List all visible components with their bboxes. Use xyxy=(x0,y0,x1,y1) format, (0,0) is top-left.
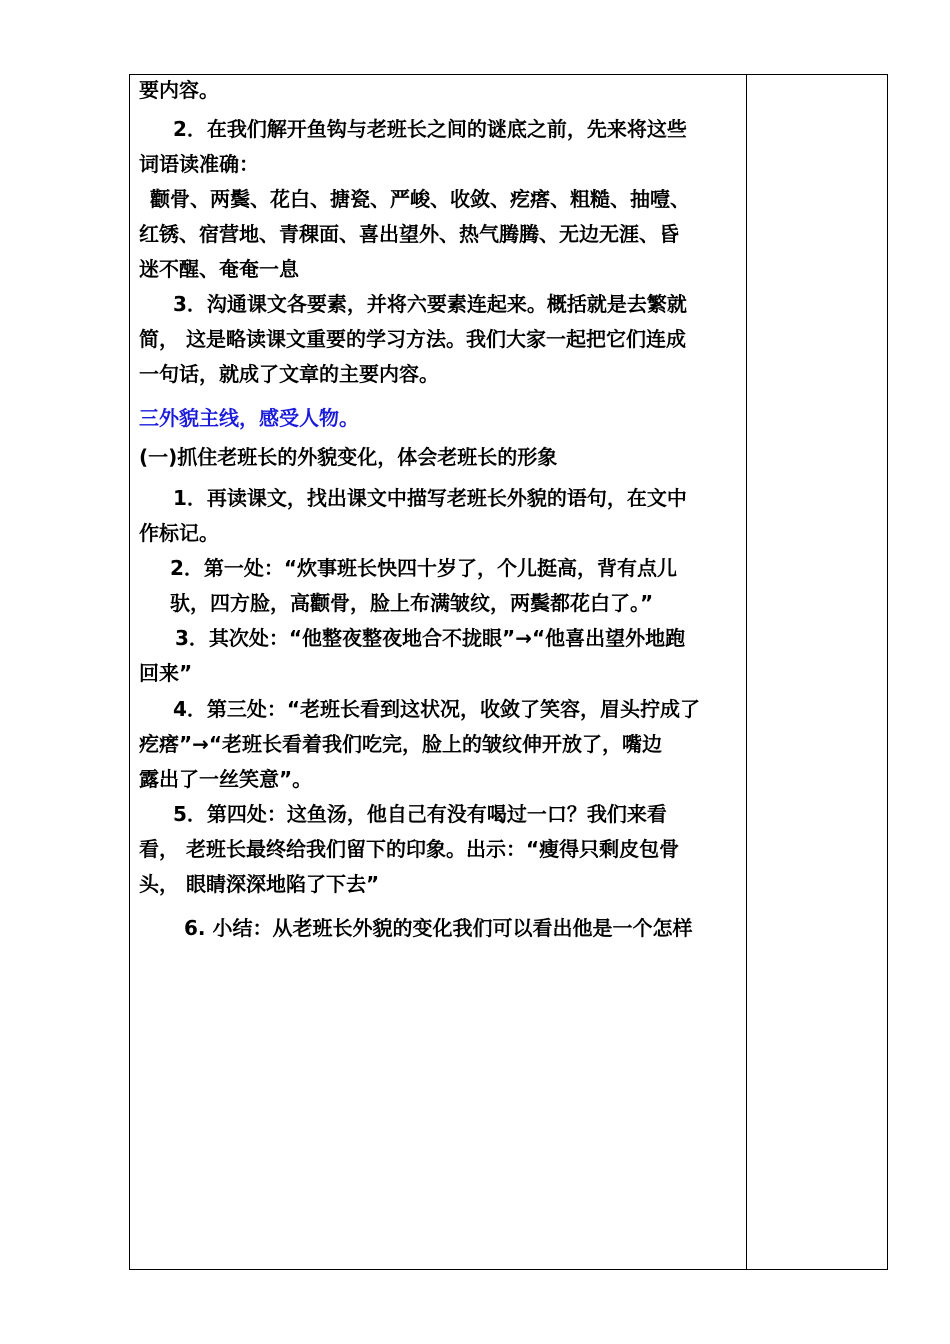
lesson-plan-table xyxy=(129,74,888,1270)
text-line: 6. 小结：从老班长外貌的变化我们可以看出他是一个怎样 xyxy=(184,916,693,940)
text-line: 词语读准确： xyxy=(139,152,259,176)
text-line: 迷不醒、奄奄一息 xyxy=(139,257,299,281)
section-heading: 三外貌主线，感受人物。 xyxy=(139,406,359,430)
text-line: 4．第三处：“老班长看到这状况，收敛了笑容，眉头拧成了 xyxy=(173,697,701,721)
text-line: 简， 这是略读课文重要的学习方法。我们大家一起把它们连成 xyxy=(139,327,686,351)
subsection-heading: (一)抓住老班长的外貌变化，体会老班长的形象 xyxy=(139,445,558,469)
text-line: 露出了一丝笑意”。 xyxy=(139,767,313,791)
text-line: 一句话，就成了文章的主要内容。 xyxy=(139,362,439,386)
text-line: 疙瘩”→“老班长看着我们吃完，脸上的皱纹伸开放了，嘴边 xyxy=(139,732,663,756)
text-line: 3．沟通课文各要素，并将六要素连起来。概括就是去繁就 xyxy=(173,292,687,316)
text-line: 驮，四方脸，高颧骨，脸上布满皱纹，两鬓都花白了。” xyxy=(170,591,654,615)
text-line: 颧骨、两鬓、花白、搪瓷、严峻、收敛、疙瘩、粗糙、抽噎、 xyxy=(150,187,690,211)
text-line: 5．第四处：这鱼汤，他自己有没有喝过一口？我们来看 xyxy=(173,802,667,826)
text-line: 2．在我们解开鱼钩与老班长之间的谜底之前，先来将这些 xyxy=(173,117,687,141)
text-line: 2．第一处：“炊事班长快四十岁了，个儿挺高，背有点儿 xyxy=(170,556,678,580)
column-divider xyxy=(746,75,747,1269)
text-line: 要内容。 xyxy=(139,78,219,102)
text-line: 3．其次处：“他整夜整夜地合不拢眼”→“他喜出望外地跑 xyxy=(175,626,686,650)
text-line: 红锈、宿营地、青稞面、喜出望外、热气腾腾、无边无涯、昏 xyxy=(139,222,679,246)
text-line: 看， 老班长最终给我们留下的印象。出示：“瘦得只剩皮包骨 xyxy=(139,837,680,861)
text-line: 回来” xyxy=(139,661,193,685)
text-line: 1．再读课文，找出课文中描写老班长外貌的语句，在文中 xyxy=(173,486,687,510)
text-line: 作标记。 xyxy=(139,521,219,545)
text-line: 头， 眼睛深深地陷了下去” xyxy=(139,872,380,896)
